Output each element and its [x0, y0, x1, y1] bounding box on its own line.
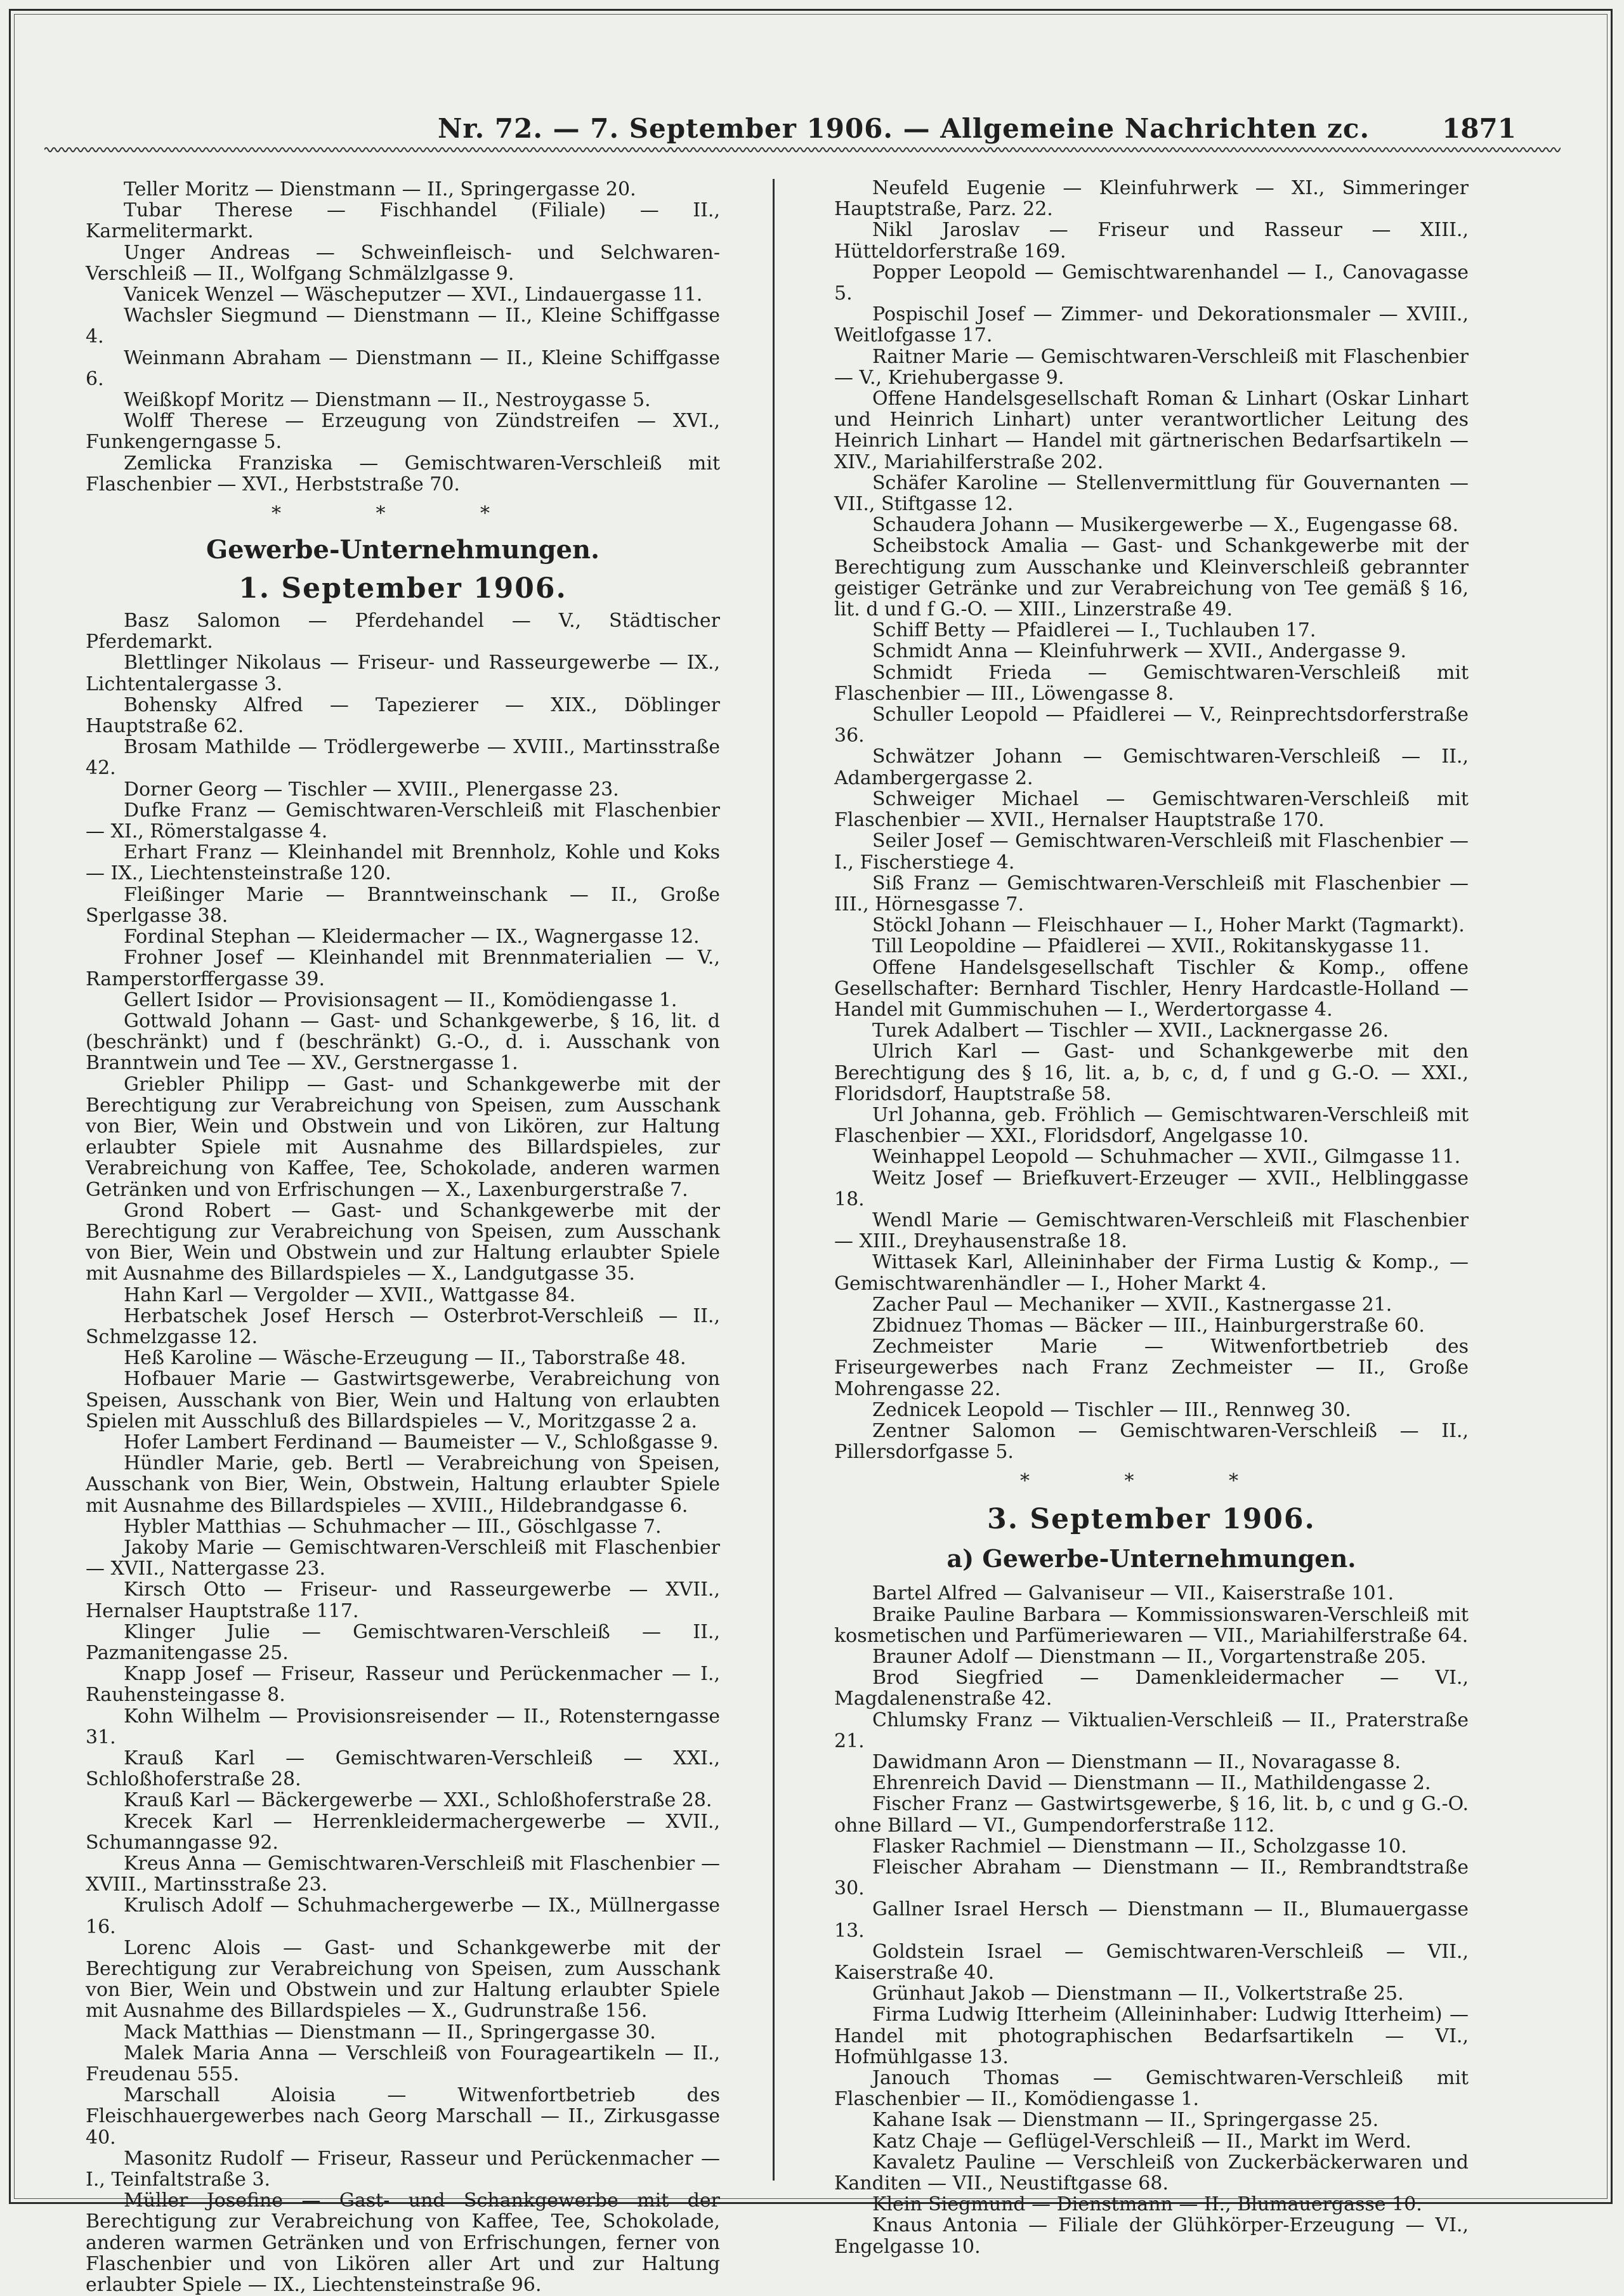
list-item: Fleißinger Marie — Branntweinschank — II., Große Sperlgasse 38. — [86, 883, 720, 927]
list-item: Flasker Rachmiel — Dienstmann — II., Scholzgasse 10. — [872, 1835, 1407, 1858]
section-stars: * * * — [271, 502, 535, 525]
list-item: Chlumsky Franz — Viktualien-Verschleiß — II., Praterstraße 21. — [834, 1709, 1469, 1752]
list-item: Weißkopf Moritz — Dienstmann — II., Nestroygasse 5. — [124, 389, 651, 412]
list-item: Krulisch Adolf — Schuhmachergewerbe — IX., Müllnergasse 16. — [86, 1894, 720, 1938]
list-item: Schmidt Anna — Kleinfuhrwerk — XVII., Andergasse 9. — [872, 640, 1406, 663]
list-item: Zbidnuez Thomas — Bäcker — III., Hainburgerstraße 60. — [872, 1314, 1425, 1337]
list-item: Offene Handelsgesellschaft Roman & Linhart (Oskar Linhart und Heinrich Linhart) unter verantwortlicher Leitung des Heinrich Linhart — Handel mit gärtnerischen Bedarfsartikeln — XIV., Mariahilferstraße 202. — [834, 388, 1469, 473]
list-item: Wolff Therese — Erzeugung von Zündstreifen — XVI., Funkengerngasse 5. — [86, 410, 720, 454]
list-item: Brod Siegfried — Damenkleidermacher — VI., Magdalenenstraße 42. — [834, 1667, 1469, 1710]
list-item: Tubar Therese — Fischhandel (Filiale) — II., Karmelitermarkt. — [86, 199, 720, 243]
list-item: Jakoby Marie — Gemischtwaren-Verschleiß mit Flaschenbier — XVII., Nattergasse 23. — [86, 1536, 720, 1580]
list-item: Wittasek Karl, Alleininhaber der Firma Lustig & Komp., — Gemischtwarenhändler — I., Hoher Markt 4. — [834, 1251, 1469, 1295]
list-item: Kavaletz Pauline — Verschleiß von Zuckerbäckerwaren und Kanditen — VII., Neustiftgasse 68. — [834, 2151, 1469, 2195]
list-item: Knapp Josef — Friseur, Rasseur und Perückenmacher — I., Rauhensteingasse 8. — [86, 1663, 720, 1707]
list-item: Dufke Franz — Gemischtwaren-Verschleiß mit Flaschenbier — XI., Römerstalgasse 4. — [86, 799, 720, 843]
list-item: Müller Josefine — Gast- und Schankgewerbe mit der Berechtigung zur Verabreichung von Kaffee, Tee, Schokolade, anderen warmen Getränken und von Erfrischungen, ferner von Flaschenbier und von Likören aller Art und zur Haltung erlaubter Spiele — IX., Liechtensteinstraße 96. — [86, 2189, 720, 2296]
list-item: Grond Robert — Gast- und Schankgewerbe mit der Berechtigung zur Verabreichung von Speisen, zum Ausschank von Bier, Wein und Obstwein und zur Haltung erlaubter Spiele mit Ausnahme des Billardspieles — X., Landgutgasse 35. — [86, 1199, 720, 1285]
list-item: Brauner Adolf — Dienstmann — II., Vorgartenstraße 205. — [872, 1646, 1427, 1668]
list-item: Unger Andreas — Schweinfleisch- und Selchwaren-Verschleiß — II., Wolfgang Schmälzlgasse 9. — [86, 241, 720, 285]
list-item: Gallner Israel Hersch — Dienstmann — II., Blumauergasse 13. — [834, 1898, 1469, 1942]
list-item: Vanicek Wenzel — Wäscheputzer — XVI., Lindauergasse 11. — [124, 284, 703, 306]
list-item: Fleischer Abraham — Dienstmann — II., Rembrandtstraße 30. — [834, 1856, 1469, 1900]
left-column — [86, 179, 720, 2295]
list-item: Schäfer Karoline — Stellenvermittlung für Gouvernanten — VII., Stiftgasse 12. — [834, 471, 1469, 516]
list-item: Knaus Antonia — Filiale der Glühkörper-Erzeugung — VI., Engelgasse 10. — [834, 2214, 1469, 2258]
list-item: Gottwald Johann — Gast- und Schankgewerbe, § 16, lit. d (beschränkt) und f (beschränkt) G.-O., d. i. Ausschank von Branntwein und Tee — XV., Gerstnergasse 1. — [86, 1009, 720, 1075]
list-item: Basz Salomon — Pferdehandel — V., Städtischer Pferdemarkt. — [86, 610, 720, 653]
date-title: 1. September 1906. — [239, 572, 567, 605]
list-item: Scheibstock Amalia — Gast- und Schankgewerbe mit der Berechtigung zum Ausschanke und Kleinverschleiß gebrannter geistiger Getränke und zur Verabreichung von Tee gemäß § 16, lit. d und f G.-O. — XIII., Linzerstraße 49. — [834, 535, 1469, 621]
list-item: Weitz Josef — Briefkuvert-Erzeuger — XVII., Helblinggasse 18. — [834, 1167, 1469, 1210]
list-item: Hybler Matthias — Schuhmacher — III., Göschlgasse 7. — [124, 1515, 662, 1538]
list-item: Hahn Karl — Vergolder — XVII., Wattgasse 84. — [124, 1283, 576, 1306]
list-item: Ehrenreich David — Dienstmann — II., Mathildengasse 2. — [872, 1772, 1431, 1795]
list-item: Krecek Karl — Herrenkleidermachergewerbe — XVII., Schumanngasse 92. — [86, 1810, 720, 1854]
list-item: Pospischil Josef — Zimmer- und Dekorationsmaler — XVIII., Weitlofgasse 17. — [834, 303, 1469, 347]
list-item: Siß Franz — Gemischtwaren-Verschleiß mit Flaschenbier — III., Hörnesgasse 7. — [834, 872, 1469, 915]
list-item: Hofer Lambert Ferdinand — Baumeister — V., Schloßgasse 9. — [124, 1431, 719, 1453]
list-item: Griebler Philipp — Gast- und Schankgewerbe mit der Berechtigung zur Verabreichung von Speisen, zum Ausschank von Bier, Wein und Obstwein und von Likören, zur Haltung erlaubter Spiele mit Ausnahme des Billardspieles, zur Verabreichung von Kaffee, Tee, Schokolade, anderen warmen Getränken und von Erfrischungen — X., Laxenburgerstraße 7. — [86, 1073, 720, 1201]
list-item: Marschall Aloisia — Witwenfortbetrieb des Fleischhauergewerbes nach Georg Marschall — II., Zirkusgasse 40. — [86, 2084, 720, 2149]
right-entry-list — [834, 178, 1469, 1462]
list-item: Braike Pauline Barbara — Kommissionswaren-Verschleiß mit kosmetischen und Parfümeriewaren — VII., Mariahilferstraße 64. — [834, 1603, 1469, 1647]
list-item: Wachsler Siegmund — Dienstmann — II., Kleine Schiffgasse 4. — [86, 305, 720, 348]
list-item: Kreus Anna — Gemischtwaren-Verschleiß mit Flaschenbier — XVIII., Martinsstraße 23. — [86, 1853, 720, 1896]
list-item: Frohner Josef — Kleinhandel mit Brennmaterialien — V., Ramperstorffergasse 39. — [86, 947, 720, 990]
list-item: Turek Adalbert — Tischler — XVII., Lacknergasse 26. — [872, 1020, 1389, 1042]
list-item: Goldstein Israel — Gemischtwaren-Verschleiß — VII., Kaiserstraße 40. — [834, 1940, 1469, 1984]
list-item: Zentner Salomon — Gemischtwaren-Verschleiß — II., Pillersdorfgasse 5. — [834, 1419, 1469, 1464]
list-item: Fordinal Stephan — Kleidermacher — IX., Wagnergasse 12. — [124, 926, 700, 948]
list-item: Bartel Alfred — Galvaniseur — VII., Kaiserstraße 101. — [872, 1582, 1394, 1605]
right-entry-list-2 — [834, 1583, 1469, 2257]
list-item: Katz Chaje — Geflügel-Verschleiß — II., Markt im Werd. — [872, 2130, 1411, 2153]
list-item: Firma Ludwig Itterheim (Alleininhaber: Ludwig Itterheim) — Handel mit photographischen Bedarfsartikeln — VI., Hofmühlgasse 13. — [834, 2004, 1469, 2068]
list-item: Erhart Franz — Kleinhandel mit Brennholz, Kohle und Koks — IX., Liechtensteinstraße 120. — [86, 841, 720, 885]
list-item: Krauß Karl — Gemischtwaren-Verschleiß — XXI., Schloßhoferstraße 28. — [86, 1747, 720, 1791]
list-item: Schmidt Frieda — Gemischtwaren-Verschleiß mit Flaschenbier — III., Löwengasse 8. — [834, 661, 1469, 705]
list-item: Schuller Leopold — Pfaidlerei — V., Reinprechtsdorferstraße 36. — [834, 704, 1469, 747]
list-item: Kirsch Otto — Friseur- und Rasseurgewerbe — XVII., Hernalser Hauptstraße 117. — [86, 1578, 720, 1622]
list-item: Fischer Franz — Gastwirtsgewerbe, § 16, lit. b, c und g G.-O. ohne Billard — VI., Gumpendorferstraße 112. — [834, 1793, 1469, 1837]
list-item: Hofbauer Marie — Gastwirtsgewerbe, Verabreichung von Speisen, Ausschank von Bier, Wein und Haltung von erlaubten Spielen mit Ausschluß des Billardspieles — V., Moritzgasse 2 a. — [86, 1368, 720, 1433]
left-top-list — [86, 179, 720, 495]
list-item: Dawidmann Aron — Dienstmann — II., Novaragasse 8. — [872, 1751, 1401, 1774]
list-item: Schweiger Michael — Gemischtwaren-Verschleiß mit Flaschenbier — XVII., Hernalser Hauptstraße 170. — [834, 787, 1469, 832]
list-item: Zacher Paul — Mechaniker — XVII., Kastnergasse 21. — [872, 1293, 1392, 1316]
list-item: Popper Leopold — Gemischtwarenhandel — I., Canovagasse 5. — [834, 261, 1469, 305]
list-item: Janouch Thomas — Gemischtwaren-Verschleiß mit Flaschenbier — II., Komödiengasse 1. — [834, 2067, 1469, 2111]
list-item: Mack Matthias — Dienstmann — II., Springergasse 30. — [124, 2021, 656, 2043]
list-item: Krauß Karl — Bäckergewerbe — XXI., Schloßhoferstraße 28. — [124, 1789, 712, 1812]
list-item: Klinger Julie — Gemischtwaren-Verschleiß — II., Pazmanitengasse 25. — [86, 1620, 720, 1664]
subsection-title: a) Gewerbe-Unternehmungen. — [946, 1544, 1356, 1573]
list-item: Gellert Isidor — Provisionsagent — II., Komödiengasse 1. — [124, 988, 678, 1011]
list-item: Malek Maria Anna — Verschleiß von Fourageartikeln — II., Freudenau 555. — [86, 2042, 720, 2086]
page-number: 1871 — [1442, 113, 1516, 144]
list-item: Url Johanna, geb. Fröhlich — Gemischtwaren-Verschleiß mit Flaschenbier — XXI., Floridsdorf, Angelgasse 10. — [834, 1103, 1469, 1148]
list-item: Bohensky Alfred — Tapezierer — XIX., Döblinger Hauptstraße 62. — [86, 693, 720, 738]
list-item: Kohn Wilhelm — Provisionsreisender — II., Rotensterngasse 31. — [86, 1705, 720, 1748]
list-item: Nikl Jaroslav — Friseur und Rasseur — XIII., Hütteldorferstraße 169. — [834, 219, 1469, 263]
section-stars-right: * * * — [1019, 1470, 1283, 1493]
list-item: Grünhaut Jakob — Dienstmann — II., Volkertstraße 25. — [872, 1983, 1404, 2005]
list-item: Kahane Isak — Dienstmann — II., Springergasse 25. — [872, 2109, 1379, 2132]
list-item: Zechmeister Marie — Witwenfortbetrieb des Friseurgewerbes nach Franz Zechmeister — II., Große Mohrengasse 22. — [834, 1335, 1469, 1400]
list-item: Teller Moritz — Dienstmann — II., Springergasse 20. — [124, 178, 636, 200]
list-item: Lorenc Alois — Gast- und Schankgewerbe mit der Berechtigung zur Verabreichung von Speisen, zum Ausschank von Bier, Wein und Obstwein und zur Haltung erlaubter Spiele mit Ausnahme des Billardspieles — X., Gudrunstraße 156. — [86, 1936, 720, 2023]
list-item: Masonitz Rudolf — Friseur, Rasseur und Perückenmacher — I., Teinfaltstraße 3. — [86, 2147, 720, 2191]
header-wavy-rule — [44, 145, 1561, 155]
section-title: Gewerbe-Unternehmungen. — [206, 535, 600, 565]
list-item: Till Leopoldine — Pfaidlerei — XVII., Rokitanskygasse 11. — [872, 935, 1430, 958]
list-item: Raitner Marie — Gemischtwaren-Verschleiß mit Flaschenbier — V., Kriehubergasse 9. — [834, 345, 1469, 389]
list-item: Zednicek Leopold — Tischler — III., Rennweg 30. — [872, 1398, 1351, 1421]
list-item: Blettlinger Nikolaus — Friseur- und Rasseurgewerbe — IX., Lichtentalergasse 3. — [86, 652, 720, 695]
list-item: Offene Handelsgesellschaft Tischler & Komp., offene Gesellschafter: Bernhard Tischler, Henry Hardcastle-Holland — Handel mit Gummischuhen — I., Werdertorgasse 4. — [834, 956, 1469, 1021]
list-item: Klein Siegmund — Dienstmann — II., Blumauergasse 10. — [872, 2193, 1422, 2216]
list-item: Dorner Georg — Tischler — XVIII., Plenergasse 23. — [124, 778, 619, 801]
list-item: Schwätzer Johann — Gemischtwaren-Verschleiß — II., Adambergergasse 2. — [834, 745, 1469, 789]
list-item: Brosam Mathilde — Trödlergewerbe — XVIII., Martinsstraße 42. — [86, 736, 720, 780]
list-item: Schaudera Johann — Musikergewerbe — X., Eugengasse 68. — [872, 514, 1459, 537]
column-divider — [773, 179, 775, 2181]
list-item: Zemlicka Franziska — Gemischtwaren-Verschleiß mit Flaschenbier — XVI., Herbststraße 70. — [86, 452, 720, 495]
list-item: Neufeld Eugenie — Kleinfuhrwerk — XI., Simmeringer Hauptstraße, Parz. 22. — [834, 177, 1469, 221]
right-column — [834, 178, 1469, 2257]
running-head: Nr. 72. — 7. September 1906. — Allgemeine Nachrichten zc. — [438, 113, 1370, 144]
list-item: Weinmann Abraham — Dienstmann — II., Kleine Schiffgasse 6. — [86, 346, 720, 390]
list-item: Herbatschek Josef Hersch — Osterbrot-Verschleiß — II., Schmelzgasse 12. — [86, 1304, 720, 1348]
list-item: Stöckl Johann — Fleischhauer — I., Hoher Markt (Tagmarkt). — [872, 914, 1465, 937]
list-item: Schiff Betty — Pfaidlerei — I., Tuchlauben 17. — [872, 619, 1316, 642]
list-item: Ulrich Karl — Gast- und Schankgewerbe mit den Berechtigung des § 16, lit. a, b, c, d, f und g G.-O. — XXI., Floridsdorf, Hauptstraße 58. — [834, 1040, 1469, 1105]
list-item: Hündler Marie, geb. Bertl — Verabreichung von Speisen, Ausschank von Bier, Wein, Obstwein, Haltung erlaubter Spiele mit Ausnahme des Billardspieles — XVIII., Hildebrandgasse 6. — [86, 1452, 720, 1517]
list-item: Wendl Marie — Gemischtwaren-Verschleiß mit Flaschenbier — XIII., Dreyhausenstraße 18. — [834, 1209, 1469, 1253]
left-entry-list — [86, 610, 720, 2295]
list-item: Seiler Josef — Gemischtwaren-Verschleiß mit Flaschenbier — I., Fischerstiege 4. — [834, 830, 1469, 874]
date-title-right: 3. September 1906. — [987, 1503, 1316, 1536]
list-item: Weinhappel Leopold — Schuhmacher — XVII., Gilmgasse 11. — [872, 1146, 1461, 1169]
list-item: Heß Karoline — Wäsche-Erzeugung — II., Taborstraße 48. — [124, 1347, 686, 1370]
